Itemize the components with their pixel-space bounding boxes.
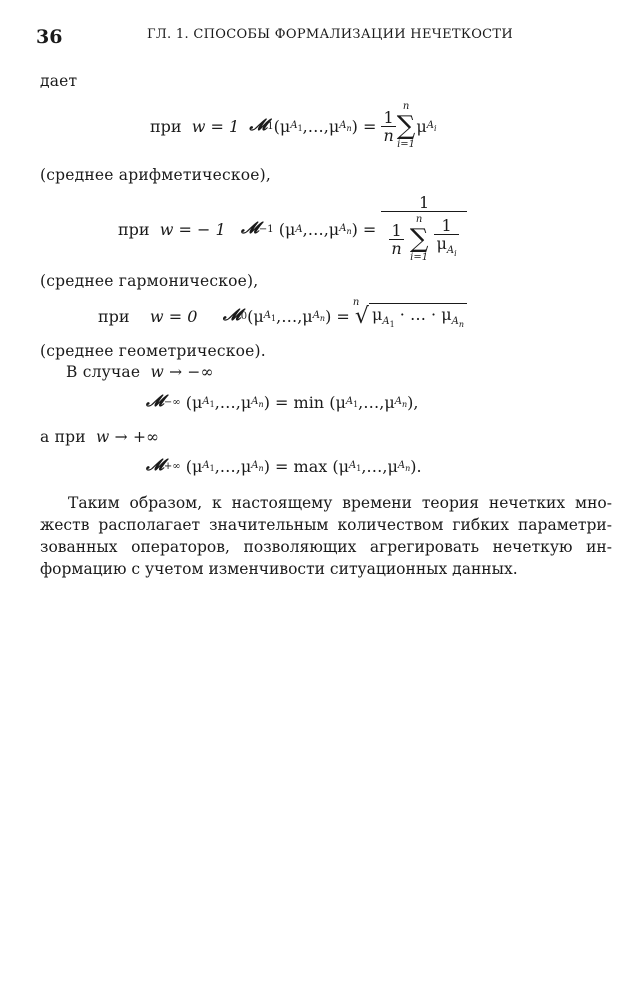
- mu-symbol: μ: [416, 116, 427, 136]
- index-1: 1: [389, 320, 395, 329]
- A-symbol: A: [251, 395, 259, 407]
- index-n: n: [258, 399, 264, 409]
- A-symbol: A: [290, 119, 298, 131]
- fraction-1-over-n: [381, 109, 395, 144]
- condition-w-to-plus-inf: w → +∞: [96, 428, 160, 446]
- ellipsis: …: [307, 116, 324, 136]
- case-minus-infinity: [66, 363, 214, 381]
- text-daet: дает: [40, 72, 78, 90]
- operator-M: 𝓜: [222, 307, 241, 324]
- text-and-pri: а при: [40, 428, 86, 446]
- denominator: n: [391, 238, 402, 258]
- numerator: 1: [391, 220, 402, 240]
- sum-lower-limit: i=1: [410, 252, 429, 263]
- A-symbol: A: [451, 316, 459, 327]
- mu-symbol: μ: [387, 456, 398, 476]
- index-n: n: [346, 123, 352, 133]
- index-1: 1: [297, 123, 303, 133]
- index-1: 1: [271, 313, 277, 323]
- note-arithmetic: (среднее арифметическое),: [40, 166, 271, 184]
- paragraph-line-1: Таким образом, к настоящему времени теория нечетких мно-: [68, 494, 612, 512]
- A-symbol: A: [251, 459, 259, 471]
- root-body: $\mu_{A_1}$ · … · $\mu_{A_n}$: [369, 303, 467, 329]
- mu-symbol: μ: [384, 392, 395, 412]
- sum-upper-limit: n: [415, 214, 423, 225]
- mu-symbol: μ: [240, 456, 252, 476]
- condition-w-to-minus-inf: w → −∞: [150, 363, 214, 381]
- index-1: 1: [209, 399, 215, 409]
- A-symbol: A: [446, 244, 455, 256]
- A-symbol: A: [339, 119, 347, 131]
- note-harmonic: (среднее гармоническое),: [40, 272, 259, 290]
- sum-sign: ∑: [409, 224, 429, 254]
- condition-w-1: w = 1: [191, 116, 240, 136]
- paragraph-line-4: формацию с учетом изменчивости ситуационных данных.: [40, 560, 518, 578]
- operator-M: 𝓜: [146, 457, 164, 474]
- index-1: 1: [209, 463, 215, 473]
- sum-upper-limit: n: [402, 101, 410, 112]
- summation: [397, 101, 416, 151]
- mu-symbol: μ: [253, 306, 264, 326]
- fraction-1-over-n: [389, 222, 403, 257]
- mu-symbol: μ: [240, 392, 252, 412]
- operator-M: 𝓜: [249, 117, 268, 134]
- mu-symbol: μ: [191, 392, 203, 412]
- mu-symbol: μ: [371, 305, 383, 324]
- A-symbol: A: [382, 316, 390, 327]
- A-symbol: A: [202, 395, 210, 407]
- index-n: n: [319, 313, 326, 323]
- operator-subscript: 1: [267, 120, 274, 132]
- note-geometric: (среднее геометрическое).: [40, 342, 266, 360]
- mu-symbol: μ: [284, 219, 296, 239]
- operator-subscript: −∞: [163, 396, 181, 408]
- word-pri: при: [118, 219, 150, 239]
- index-n: n: [458, 320, 464, 329]
- A-symbol: A: [397, 459, 406, 471]
- conclusion-paragraph: [40, 492, 612, 580]
- mu-symbol: μ: [191, 456, 203, 476]
- word-pri: при: [98, 306, 130, 326]
- formula-geometric-mean: при w = 0 𝓜 0 ( μ $A_1$ , … , μ $A_n$ ) = n √ $\mu_{A_1}$ · … · $\mu_{A_n}$: [98, 296, 467, 336]
- mu-symbol: μ: [279, 116, 291, 136]
- condition-w-minus-1: w = − 1: [159, 219, 226, 239]
- denominator: [381, 211, 466, 264]
- denominator: [434, 234, 458, 262]
- root-index: n: [352, 297, 360, 308]
- operator-subscript: +∞: [163, 460, 181, 472]
- A-symbol: A: [339, 222, 347, 234]
- ellipsis: …: [307, 219, 324, 239]
- numerator: 1: [418, 193, 430, 212]
- ellipsis: …: [219, 392, 236, 412]
- case-plus-infinity: [40, 428, 159, 446]
- min-function: min: [293, 392, 325, 412]
- formula-harmonic-mean: при w = − 1 𝓜 −1 ( μ A , … , μ $A_n$ ) = 1 $\frac{1}{n}$ n ∑ i=1 $\frac{1}{\mu_{A_i}}$: [118, 190, 467, 268]
- formula-arithmetic-mean: при w = 1 𝓜 1 ( μ $A_1$ , … , μ $A_n$ ) = $\frac{1}{n}$ n ∑ i=1 μ $A_i$: [150, 101, 437, 150]
- ellipsis: …: [281, 306, 298, 326]
- ellipsis: …: [366, 456, 383, 476]
- index-n: n: [346, 226, 352, 236]
- sum-sign: ∑: [396, 111, 416, 141]
- operator-M: 𝓜: [240, 220, 259, 237]
- index-n: n: [402, 399, 408, 409]
- ellipsis: …: [219, 456, 236, 476]
- running-head: ГЛ. 1. СПОСОБЫ ФОРМАЛИЗАЦИИ НЕЧЕТКОСТИ: [147, 27, 514, 42]
- ellipsis: …: [409, 305, 426, 324]
- A-symbol: A: [426, 119, 434, 131]
- index-n: n: [405, 463, 411, 473]
- A-symbol: A: [394, 395, 402, 407]
- mu-symbol: μ: [436, 233, 447, 253]
- A-symbol: A: [263, 309, 271, 321]
- fraction-1-over-mu: [434, 217, 458, 262]
- index-n: n: [258, 463, 264, 473]
- mu-symbol: μ: [328, 219, 340, 239]
- operator-subscript: 0: [240, 310, 248, 322]
- page-number: 36: [36, 26, 63, 48]
- mu-symbol: μ: [335, 392, 346, 412]
- A-symbol: A: [295, 223, 303, 235]
- formula-max: 𝓜 +∞ ( μ $A_1$ , … , μ $A_n$ ) = max ( μ $A_1$ , … , μ $A_n$ ).: [146, 456, 422, 476]
- operator-M: 𝓜: [146, 393, 164, 410]
- mu-symbol: μ: [441, 305, 452, 324]
- harmonic-fraction: [381, 194, 466, 264]
- mu-symbol: μ: [302, 306, 313, 326]
- word-pri: при: [150, 116, 182, 136]
- A-symbol: A: [312, 309, 320, 321]
- sum-lower-limit: i=1: [397, 139, 416, 150]
- index-i: i: [454, 248, 457, 258]
- text-case: В случае: [66, 363, 141, 381]
- condition-w-0: w = 0: [149, 306, 198, 326]
- denominator: n: [383, 125, 394, 145]
- index-1: 1: [353, 399, 359, 409]
- operator-subscript: −1: [258, 223, 274, 235]
- A-symbol: A: [345, 395, 354, 407]
- index-1: 1: [356, 463, 362, 473]
- summation: [410, 214, 429, 264]
- mu-symbol: μ: [328, 116, 340, 136]
- A-symbol: A: [348, 459, 357, 471]
- A-symbol: A: [202, 459, 210, 471]
- index-i: i: [433, 123, 437, 133]
- formula-min: 𝓜 −∞ ( μ $A_1$ , … , μ $A_n$ ) = min ( μ $A_1$ , … , μ $A_n$ ),: [146, 392, 419, 412]
- paragraph-line-3: зованных операторов, позволяющих агрегировать нечеткую ин-: [40, 538, 612, 556]
- ellipsis: …: [363, 392, 380, 412]
- paragraph-line-2: жеств располагает значительным количеством гибких параметри-: [40, 516, 612, 534]
- mu-symbol: μ: [338, 456, 349, 476]
- max-function: max: [293, 456, 328, 476]
- nth-root: n √ $\mu_{A_1}$ · … · $\mu_{A_n}$: [355, 303, 467, 329]
- numerator: 1: [441, 215, 452, 235]
- numerator: 1: [383, 107, 394, 127]
